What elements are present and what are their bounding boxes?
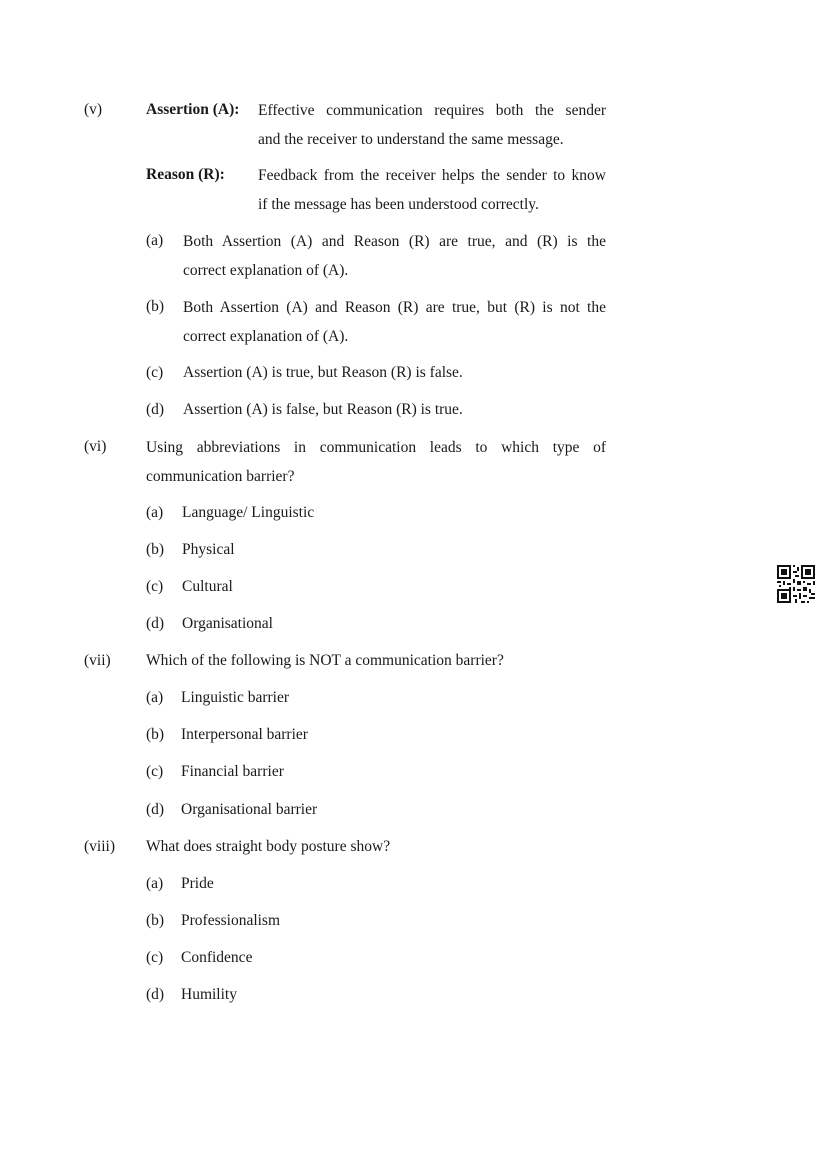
question-number: (viii): [84, 838, 115, 855]
option-label: (d): [146, 615, 165, 632]
question-line-2: communication barrier?: [146, 468, 295, 485]
question-text: [146, 433, 606, 491]
option-text: Cultural: [182, 578, 233, 595]
option-text: Language/ Linguistic: [182, 504, 315, 521]
question-number: (v): [84, 101, 103, 118]
option-line-1: Both Assertion (A) and Reason (R) are true, but (R) is not the: [183, 299, 606, 316]
option-label: (a): [146, 232, 164, 249]
option-label: (d): [146, 401, 165, 418]
option-text: Confidence: [181, 949, 253, 966]
option-line-2: correct explanation of (A).: [183, 262, 349, 279]
question-number: (vii): [84, 652, 111, 669]
assertion-text: [258, 96, 606, 154]
option-label: (d): [146, 801, 165, 818]
option-text: Linguistic barrier: [181, 689, 290, 706]
option-label: (c): [146, 949, 164, 966]
option-text: Assertion (A) is false, but Reason (R) is true.: [183, 401, 463, 418]
option-text: Humility: [181, 986, 237, 1003]
reason-line-2: if the message has been understood correctly.: [258, 196, 539, 213]
assertion-line-1: Effective communication requires both the sender: [258, 102, 606, 119]
option-text: Assertion (A) is true, but Reason (R) is false.: [183, 364, 463, 381]
assertion-line-2: and the receiver to understand the same message.: [258, 131, 564, 148]
option-label: (d): [146, 986, 165, 1003]
option-label: (b): [146, 912, 165, 929]
option-label: (c): [146, 763, 164, 780]
option-label: (a): [146, 875, 164, 892]
reason-label: Reason (R):: [146, 166, 225, 183]
option-text: Interpersonal barrier: [181, 726, 308, 743]
assertion-label: Assertion (A):: [146, 101, 240, 118]
option-text: Pride: [181, 875, 214, 892]
option-text: Physical: [182, 541, 235, 558]
option-text: [183, 293, 606, 351]
option-label: (a): [146, 504, 164, 521]
option-label: (c): [146, 578, 164, 595]
option-label: (b): [146, 298, 165, 315]
reason-text: [258, 161, 606, 219]
option-text: Financial barrier: [181, 763, 284, 780]
option-text: Professionalism: [181, 912, 281, 929]
option-text: Organisational barrier: [181, 801, 318, 818]
question-text: Which of the following is NOT a communication barrier?: [146, 652, 504, 669]
question-line-1: Using abbreviations in communication leads to which type of: [146, 439, 606, 456]
option-label: (c): [146, 364, 164, 381]
option-label: (b): [146, 726, 165, 743]
option-text: [183, 227, 606, 285]
qr-code-icon: [777, 565, 815, 603]
option-text: Organisational: [182, 615, 273, 632]
option-line-2: correct explanation of (A).: [183, 328, 349, 345]
question-number: (vi): [84, 438, 107, 455]
option-label: (b): [146, 541, 165, 558]
option-line-1: Both Assertion (A) and Reason (R) are true, and (R) is the: [183, 233, 606, 250]
option-label: (a): [146, 689, 164, 706]
question-text: What does straight body posture show?: [146, 838, 391, 855]
reason-line-1: Feedback from the receiver helps the sender to know: [258, 167, 606, 184]
